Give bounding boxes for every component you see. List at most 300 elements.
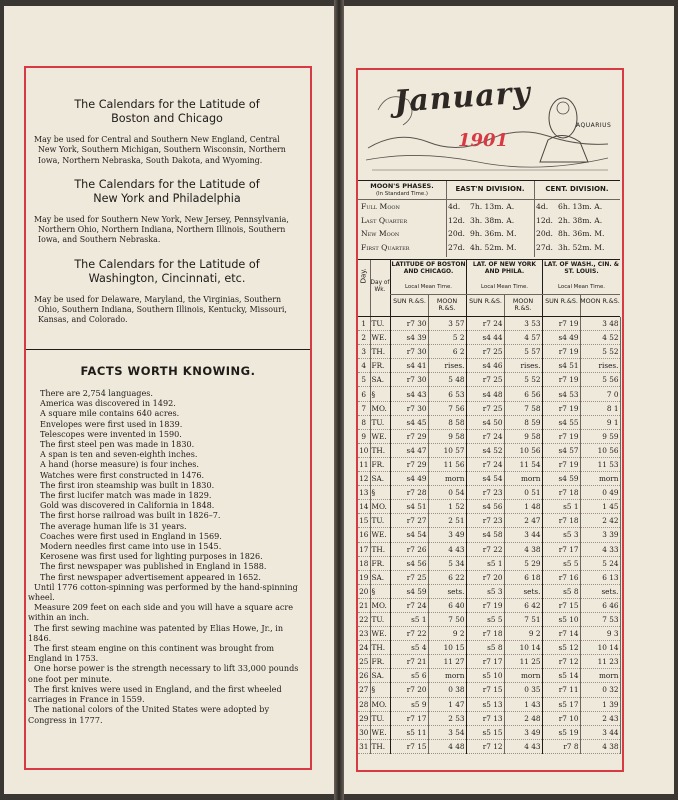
calendar-cell: sets. — [504, 584, 542, 598]
calendar-row — [358, 387, 620, 401]
fact-item: Gold was discovered in California in 1848. — [40, 500, 215, 511]
calendar-cell: 4 38 — [504, 542, 542, 556]
calendar-cell: s4 47 — [390, 443, 428, 457]
calendar-cell: 20 — [358, 584, 370, 598]
latitude-boston-header: LATITUDE OF BOSTON AND CHICAGO. — [391, 261, 466, 275]
calendar-cell: 12 — [358, 472, 370, 486]
calendar-row — [358, 725, 620, 739]
fact-item: Watches were first constructed in 1476. — [40, 469, 205, 480]
month-header — [358, 70, 620, 180]
calendar-row — [358, 697, 620, 711]
moon-phase-cell: 27d. — [448, 242, 465, 252]
calendar-cell: s5 15 — [466, 725, 504, 739]
calendar-cell: § — [370, 584, 390, 598]
calendar-cell: 10 57 — [428, 443, 466, 457]
calendar-cell: s5 5 — [466, 612, 504, 626]
calendar-cell: rises. — [580, 359, 620, 373]
calendar-cell: 26 — [358, 669, 370, 683]
calendar-cell: 3 39 — [580, 528, 620, 542]
section-title-line: Washington, Cincinnati, etc. — [88, 271, 246, 285]
phases-subheader: (In Standard Time.) — [375, 191, 429, 197]
calendar-cell: morn — [504, 472, 542, 486]
calendar-cell: 8 1 — [580, 401, 620, 415]
fact-item: Modern needles first came into use in 1545. — [40, 541, 222, 552]
calendar-cell: 1 47 — [428, 697, 466, 711]
moon-phase-cell: 7h. 13m. A. — [470, 202, 515, 211]
calendar-row — [358, 514, 620, 528]
cent-division-header: CENT. DIVISION. — [545, 185, 609, 193]
fact-item: The first newspaper was published in England in 1588. — [40, 561, 267, 572]
calendar-cell: r7 18 — [542, 486, 580, 500]
calendar-cell: 6 46 — [580, 598, 620, 612]
calendar-cell: 14 — [358, 500, 370, 514]
calendar-cell: 11 56 — [428, 457, 466, 471]
fact-item: The first steel pen was made in 1830. — [40, 439, 195, 450]
calendar-cell: 5 56 — [580, 373, 620, 387]
fact-item: Telescopes were invented in 1590. — [40, 428, 182, 439]
calendar-cell: SA. — [370, 570, 390, 584]
calendar-cell: 7 51 — [504, 612, 542, 626]
calendar-cell: 30 — [358, 725, 370, 739]
fact-item: The average human life is 31 years. — [40, 520, 187, 531]
calendar-cell: s5 6 — [390, 669, 428, 683]
calendar-row — [358, 655, 620, 669]
section-title-line: Boston and Chicago — [111, 112, 223, 125]
calendar-row — [358, 711, 620, 725]
fact-item: The first steam engine on this continent was brought from England in 1753. — [28, 643, 275, 664]
calendar-row — [358, 500, 620, 514]
calendar-cell: s5 17 — [542, 697, 580, 711]
calendar-cell: r7 15 — [542, 598, 580, 612]
calendar-cell: 6 13 — [580, 570, 620, 584]
moon-phase-cell: Full Moon — [361, 202, 400, 211]
calendar-cell: sets. — [580, 584, 620, 598]
calendar-cell: r7 24 — [466, 429, 504, 443]
calendar-cell: r7 11 — [542, 683, 580, 697]
calendar-cell: r7 30 — [390, 401, 428, 415]
calendar-cell: 9 58 — [504, 429, 542, 443]
calendar-cell: WE. — [370, 331, 390, 345]
calendar-cell: s5 3 — [466, 584, 504, 598]
calendar-cell: r7 25 — [390, 570, 428, 584]
moon-phase-cell: 4d. — [536, 202, 549, 211]
section-boston-chicago — [34, 98, 300, 166]
calendar-cell: 5 34 — [428, 556, 466, 570]
calendar-cell: morn — [580, 472, 620, 486]
fact-item: The first knives were used in England, and the first wheeled carriages in France in 1559. — [28, 683, 282, 705]
calendar-cell: 2 48 — [504, 711, 542, 725]
calendar-cell: 11 53 — [580, 457, 620, 471]
calendar-cell: TU. — [370, 612, 390, 626]
calendar-cell: 2 47 — [504, 514, 542, 528]
fact-item: One horse power is the strength necessary to lift 33,000 pounds one foot per minute. — [28, 663, 299, 684]
calendar-cell: FR. — [370, 359, 390, 373]
fact-item: A span is ten and seven-eighth inches. — [40, 449, 198, 460]
calendar-row — [358, 317, 620, 331]
calendar-cell: r7 18 — [542, 514, 580, 528]
moon-phase-cell: 4d. — [448, 202, 461, 211]
calendar-cell: r7 13 — [466, 711, 504, 725]
calendar-cell: r7 10 — [542, 711, 580, 725]
calendar-cell: 10 — [358, 443, 370, 457]
fact-item: The national colors of the United States were adopted by Congress in 1777. — [28, 704, 270, 725]
calendar-cell: s5 1 — [390, 612, 428, 626]
left-page — [4, 6, 334, 794]
calendar-cell: r7 23 — [466, 514, 504, 528]
calendar-cell: s4 49 — [390, 472, 428, 486]
calendar-cell: 0 51 — [504, 486, 542, 500]
calendar-cell: s4 54 — [390, 528, 428, 542]
calendar-cell: TU. — [370, 415, 390, 429]
calendar-cell: r7 17 — [542, 542, 580, 556]
calendar-cell: s4 49 — [542, 331, 580, 345]
calendar-cell: 5 52 — [504, 373, 542, 387]
calendar-cell: 6 56 — [504, 387, 542, 401]
moon-header: MOON R.&S. — [436, 297, 458, 312]
calendar-cell: TU. — [370, 514, 390, 528]
calendar-row — [358, 641, 620, 655]
calendar-cell: 28 — [358, 697, 370, 711]
calendar-cell: 1 48 — [504, 500, 542, 514]
calendar-cell: r7 12 — [466, 739, 504, 753]
section-title-line: New York and Philadelphia — [93, 191, 241, 205]
calendar-cell: 10 56 — [504, 443, 542, 457]
calendar-cell: s4 51 — [542, 359, 580, 373]
section-title-line: The Calendars for the Latitude of — [74, 257, 260, 271]
moon-phase-cell: 9h. 36m. M. — [470, 229, 517, 238]
calendar-cell: r7 24 — [466, 457, 504, 471]
phases-header: MOON'S PHASES. — [370, 182, 434, 190]
calendar-cell: FR. — [370, 556, 390, 570]
fact-item: A square mile contains 640 acres. — [40, 408, 180, 419]
calendar-cell: 5 2 — [428, 331, 466, 345]
calendar-cell: s5 13 — [466, 697, 504, 711]
moon-phase-cell: 8h. 36m. M. — [558, 229, 605, 238]
moon-phase-cell: 27d. — [536, 242, 553, 252]
calendar-cell: 13 — [358, 486, 370, 500]
calendar-cell: 7 — [358, 401, 370, 415]
calendar-cell: 25 — [358, 655, 370, 669]
calendar-row — [358, 486, 620, 500]
calendar-cell: 3 49 — [504, 725, 542, 739]
calendar-cell: s4 58 — [466, 528, 504, 542]
moon-phase-cell: 6h. 13m. A. — [558, 202, 603, 211]
calendar-cell: r7 24 — [466, 317, 504, 331]
calendar-row — [358, 683, 620, 697]
calendar-row — [358, 415, 620, 429]
fact-item: The first lucifer match was made in 1829. — [40, 490, 212, 501]
calendar-cell: 6 42 — [504, 598, 542, 612]
calendar-cell: morn — [428, 669, 466, 683]
calendar-cell: § — [370, 387, 390, 401]
year-label: 1901 — [458, 130, 509, 151]
calendar-cell: s4 50 — [466, 415, 504, 429]
calendar-cell: 4 43 — [504, 739, 542, 753]
section-body: May be used for Central and Southern New England, Central New York, Southern Michigan, Southern Wisconsin, Northern Iowa, Northern Nebraska, South Dakota, and Wyoming. — [34, 135, 286, 165]
calendar-cell: 3 53 — [504, 317, 542, 331]
calendar-cell: 10 14 — [504, 641, 542, 655]
calendar-cell: 3 49 — [428, 528, 466, 542]
moon-phase-cell: First Quarter — [361, 242, 410, 252]
calendar-cell: morn — [428, 472, 466, 486]
calendar-cell: 8 — [358, 415, 370, 429]
section-washington-cincinnati — [34, 258, 300, 326]
calendar-cell: 11 23 — [580, 655, 620, 669]
calendar-row — [358, 556, 620, 570]
calendar-cell: 7 58 — [504, 401, 542, 415]
calendar-cell: r7 24 — [390, 598, 428, 612]
calendar-cell: 19 — [358, 570, 370, 584]
calendar-cell: 3 48 — [580, 317, 620, 331]
calendar-cell: 31 — [358, 739, 370, 753]
calendar-cell: sets. — [428, 584, 466, 598]
calendar-cell: 6 2 — [428, 345, 466, 359]
calendar-cell: 4 33 — [580, 542, 620, 556]
moon-header: MOON R.&S. — [580, 297, 620, 305]
calendar-cell: s5 1 — [466, 556, 504, 570]
fact-item: The first sewing machine was patented by Elias Howe, Jr., in 1846. — [28, 622, 284, 643]
calendar-cell: FR. — [370, 655, 390, 669]
moon-phase-cell: 4h. 52m. M. — [470, 242, 517, 252]
calendar-cell: r7 19 — [542, 401, 580, 415]
local-mean-time-label: Local Mean Time. — [405, 284, 452, 290]
calendar-cell: 7 53 — [580, 612, 620, 626]
calendar-cell: r7 29 — [390, 429, 428, 443]
calendar-cell: 9 59 — [580, 429, 620, 443]
calendar-cell: r7 19 — [542, 373, 580, 387]
calendar-cell: TU. — [370, 711, 390, 725]
calendar-cell: s4 48 — [466, 387, 504, 401]
calendar-cell: r7 25 — [466, 401, 504, 415]
calendar-cell: s5 10 — [542, 612, 580, 626]
calendar-cell: s5 8 — [542, 584, 580, 598]
fact-item: Envelopes were first used in 1839. — [40, 418, 183, 429]
calendar-cell: 7 50 — [428, 612, 466, 626]
calendar-cell: 22 — [358, 612, 370, 626]
calendar-cell: s4 59 — [542, 472, 580, 486]
calendar-cell: r7 27 — [390, 514, 428, 528]
calendar-cell: 29 — [358, 711, 370, 725]
section-body: May be used for Southern New York, New Jersey, Pennsylvania, Northern Ohio, Northern Indiana, Northern Illinois, Southern Iowa, and Southern Nebraska. — [34, 214, 289, 245]
calendar-cell: MO. — [370, 500, 390, 514]
calendar-row — [358, 612, 620, 626]
calendar-cell: r7 22 — [466, 542, 504, 556]
latitude-newyork-header: LAT. OF NEW YORK AND PHILA. — [472, 261, 537, 275]
moon-phase-cell: 3h. 52m. M. — [558, 242, 605, 252]
calendar-cell: s5 1 — [542, 500, 580, 514]
local-mean-time-label: Local Mean Time. — [481, 284, 528, 290]
calendar-row — [358, 345, 620, 359]
calendar-cell: r7 18 — [466, 627, 504, 641]
section-title-line: The Calendars for the Latitude of — [74, 98, 260, 111]
calendar-cell: r7 23 — [466, 486, 504, 500]
calendar-cell: 5 57 — [504, 345, 542, 359]
calendar-cell: r7 20 — [466, 570, 504, 584]
calendar-cell: s4 52 — [466, 443, 504, 457]
right-page — [344, 6, 674, 794]
calendar-cell: § — [370, 683, 390, 697]
calendar-row — [358, 542, 620, 556]
calendar-cell: 18 — [358, 556, 370, 570]
calendar-cell: 1 45 — [580, 500, 620, 514]
calendar-cell: r7 28 — [390, 486, 428, 500]
calendar-cell: 1 43 — [504, 697, 542, 711]
calendar-cell: r7 19 — [542, 317, 580, 331]
calendar-cell: r7 8 — [542, 739, 580, 753]
calendar-cell: TH. — [370, 443, 390, 457]
moon-phase-cell: 12d. — [448, 215, 465, 225]
calendar-row — [358, 359, 620, 373]
calendar-cell: 11 25 — [504, 655, 542, 669]
calendar-cell: 2 43 — [580, 711, 620, 725]
calendar-cell: 0 35 — [504, 683, 542, 697]
calendar-cell: morn — [580, 669, 620, 683]
calendar-cell: TH. — [370, 345, 390, 359]
calendar-cell: 3 57 — [428, 317, 466, 331]
calendar-cell: s4 59 — [390, 584, 428, 598]
calendar-cell: 5 52 — [580, 345, 620, 359]
calendar-cell: morn — [504, 669, 542, 683]
calendar-cell: 4 48 — [428, 739, 466, 753]
moon-phase-cell: 12d. — [536, 215, 553, 225]
calendar-cell: 24 — [358, 641, 370, 655]
calendar-cell: 5 48 — [428, 373, 466, 387]
calendar-cell: 23 — [358, 627, 370, 641]
section-body: May be used for Delaware, Maryland, the Virginias, Southern Ohio, Southern Indiana, Southern Illinois, Kentucky, Missouri, Kansas, and Colorado. — [34, 294, 287, 325]
calendar-cell: 7 0 — [580, 387, 620, 401]
calendar-cell: 10 14 — [580, 641, 620, 655]
calendar-row — [358, 401, 620, 415]
calendar-row — [358, 429, 620, 443]
calendar-cell: 3 44 — [580, 725, 620, 739]
calendar-cell: 1 — [358, 317, 370, 331]
sun-header: SUN R.&S. — [469, 297, 502, 305]
calendar-cell: WE. — [370, 725, 390, 739]
calendar-cell: s5 5 — [542, 556, 580, 570]
calendar-cell: r7 19 — [542, 457, 580, 471]
calendar-cell: 11 — [358, 457, 370, 471]
calendar-cell: s4 57 — [542, 443, 580, 457]
calendar-cell: s4 39 — [390, 331, 428, 345]
calendar-cell: s5 11 — [390, 725, 428, 739]
calendar-cell: r7 25 — [466, 373, 504, 387]
calendar-cell: r7 15 — [390, 739, 428, 753]
calendar-cell: 9 1 — [580, 415, 620, 429]
calendar-cell: SA. — [370, 669, 390, 683]
calendar-cell: MO. — [370, 598, 390, 612]
calendar-cell: MO. — [370, 697, 390, 711]
calendar-cell: WE. — [370, 627, 390, 641]
calendar-cell: r7 19 — [542, 345, 580, 359]
calendar-cell: r7 19 — [542, 429, 580, 443]
calendar-cell: s5 19 — [542, 725, 580, 739]
calendar-cell: r7 21 — [390, 655, 428, 669]
calendar-cell: 8 59 — [504, 415, 542, 429]
calendar-cell: r7 30 — [390, 345, 428, 359]
facts-title: FACTS WORTH KNOWING. — [80, 364, 256, 378]
calendar-cell: s4 43 — [390, 387, 428, 401]
calendar-cell: TH. — [370, 641, 390, 655]
calendar-cell: s5 8 — [466, 641, 504, 655]
zodiac-sign: AQUARIUS — [576, 122, 612, 129]
fact-item: Kerosene was first used for lighting purposes in 1826. — [40, 551, 263, 562]
calendar-row — [358, 443, 620, 457]
calendar-row — [358, 739, 620, 753]
calendar-cell: WE. — [370, 429, 390, 443]
calendar-cell: s4 44 — [466, 331, 504, 345]
calendar-cell: 5 29 — [504, 556, 542, 570]
section-new-york-philadelphia — [34, 178, 300, 246]
calendar-cell: s4 41 — [390, 359, 428, 373]
book-gutter — [334, 0, 344, 800]
latitude-sections — [34, 98, 300, 326]
calendar-cell: 6 — [358, 387, 370, 401]
calendar-cell: 0 54 — [428, 486, 466, 500]
calendar-cell: 2 51 — [428, 514, 466, 528]
calendar-cell: TU. — [370, 317, 390, 331]
moon-header: MOON R.&S. — [512, 297, 534, 312]
section-divider — [26, 349, 310, 350]
calendar-cell: 10 15 — [428, 641, 466, 655]
latitude-washington-header: LAT. OF WASH., CIN. & ST. LOUIS. — [543, 261, 620, 275]
calendar-cell: rises. — [428, 359, 466, 373]
calendar-cell: s4 45 — [390, 415, 428, 429]
calendar-cell: 2 53 — [428, 711, 466, 725]
calendar-row — [358, 472, 620, 486]
calendar-cell: s4 54 — [466, 472, 504, 486]
calendar-cell: rises. — [504, 359, 542, 373]
calendar-table — [358, 317, 621, 754]
calendar-cell: s5 10 — [466, 669, 504, 683]
calendar-row — [358, 584, 620, 598]
calendar-row — [358, 627, 620, 641]
calendar-cell: r7 19 — [466, 598, 504, 612]
calendar-cell: 17 — [358, 542, 370, 556]
month-name: January — [392, 75, 532, 120]
calendar-cell: s5 9 — [390, 697, 428, 711]
weekday-column-header: Day of Wk. — [370, 280, 390, 293]
calendar-cell: 9 3 — [580, 627, 620, 641]
section-title-line: The Calendars for the Latitude of — [74, 177, 260, 191]
calendar-row — [358, 528, 620, 542]
calendar-cell: 4 43 — [428, 542, 466, 556]
calendar-cell: TH. — [370, 739, 390, 753]
calendar-cell: MO. — [370, 401, 390, 415]
calendar-row — [358, 457, 620, 471]
fact-item: Measure 209 feet on each side and you will have a square acre within an inch. — [28, 602, 294, 623]
calendar-cell: 0 32 — [580, 683, 620, 697]
calendar-cell: 1 39 — [580, 697, 620, 711]
calendar-row — [358, 669, 620, 683]
calendar-cell: 4 — [358, 359, 370, 373]
calendar-cell: r7 14 — [542, 627, 580, 641]
sun-header: SUN R.&S. — [545, 297, 578, 305]
calendar-row — [358, 331, 620, 345]
calendar-cell: r7 30 — [390, 317, 428, 331]
calendar-cell: 11 54 — [504, 457, 542, 471]
fact-item: The first iron steamship was built in 1830. — [40, 479, 215, 490]
calendar-cell: r7 22 — [390, 627, 428, 641]
calendar-cell: 6 18 — [504, 570, 542, 584]
calendar-cell: 0 49 — [580, 486, 620, 500]
local-mean-time-label: Local Mean Time. — [558, 284, 605, 290]
moon-phases-table — [358, 180, 620, 260]
calendar-cell: 2 — [358, 331, 370, 345]
calendar-cell: s4 46 — [466, 359, 504, 373]
moon-phase-cell: 20d. — [536, 229, 553, 238]
calendar-cell: 4 57 — [504, 331, 542, 345]
calendar-row — [358, 598, 620, 612]
